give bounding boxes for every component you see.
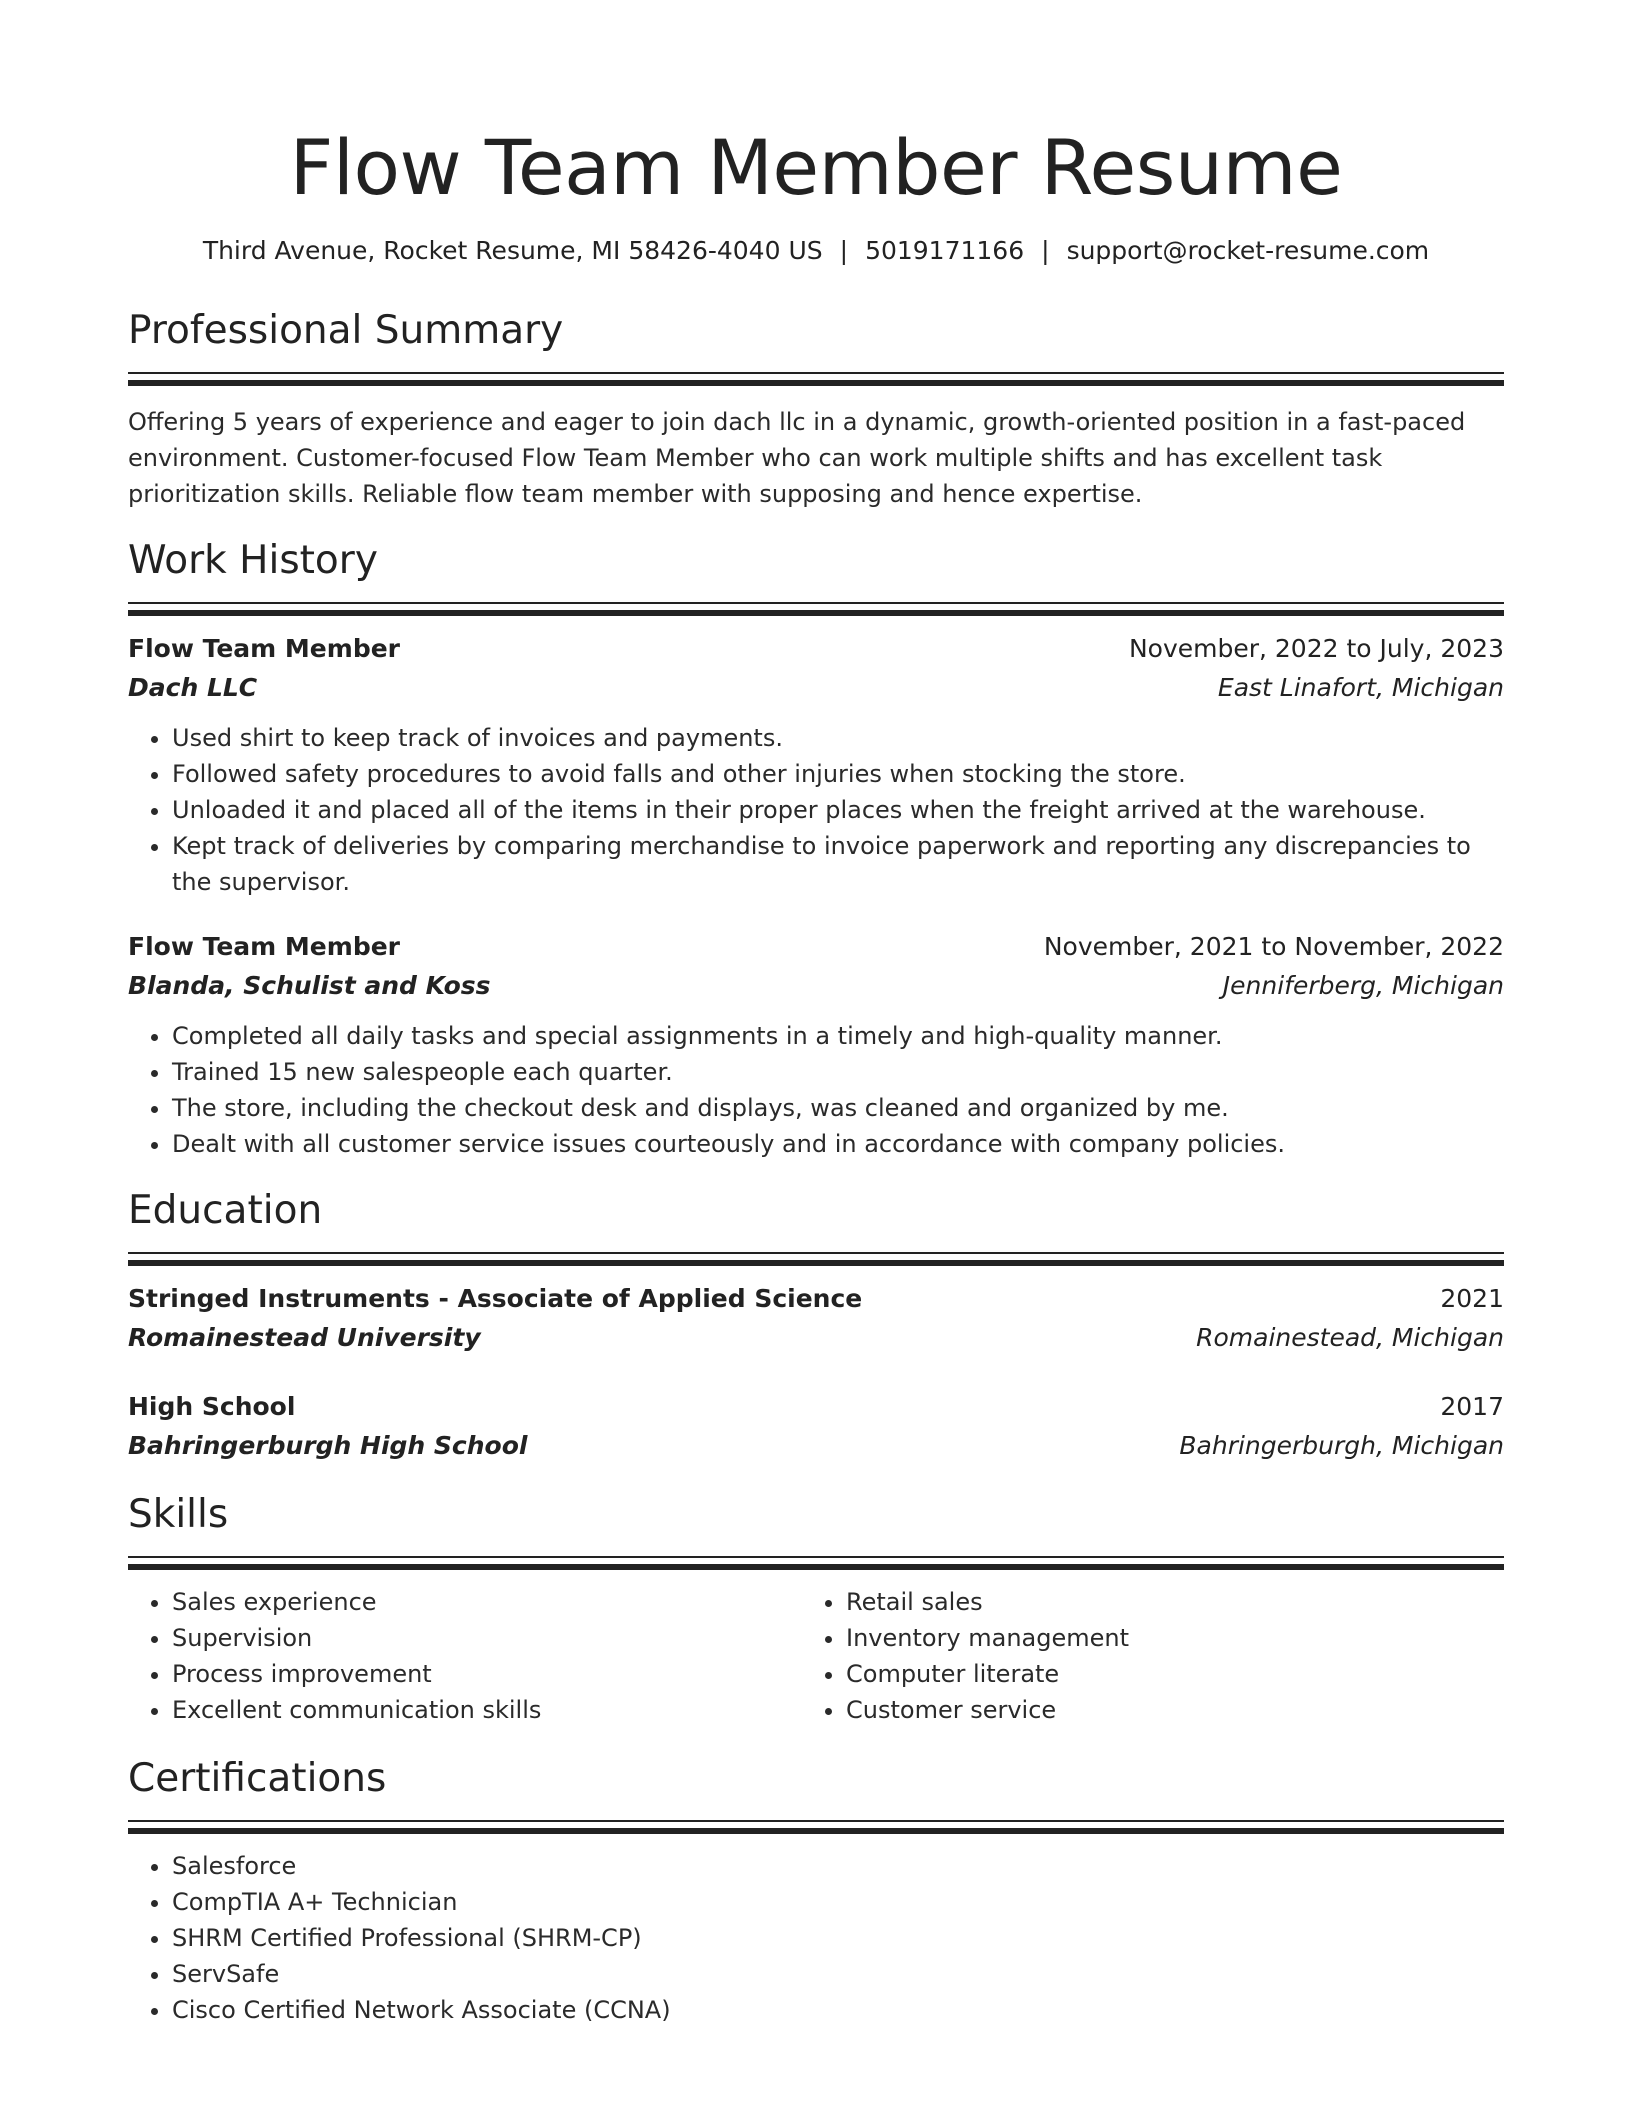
education-entry	[128, 1280, 1504, 1358]
education-school-row	[128, 1426, 1504, 1466]
contact-email: support@rocket-resume.com	[1066, 236, 1430, 265]
contact-line	[128, 234, 1504, 268]
job-duty-item: • The store, including the checkout desk and displays, was cleaned and organized by me.	[172, 1090, 1504, 1126]
contact-separator: |	[1041, 236, 1050, 265]
section-heading-summary: Professional Summary	[128, 308, 564, 353]
skill-item: • Customer service	[846, 1692, 1476, 1728]
skills-list-right	[802, 1584, 1476, 1728]
job-duty-item: • Trained 15 new salespeople each quarter.	[172, 1054, 1504, 1090]
job-duties-list	[128, 720, 1504, 900]
job-company-row	[128, 966, 1504, 1006]
job-dates: November, 2021 to November, 2022	[1043, 932, 1504, 961]
certification-item: • CompTIA A+ Technician	[172, 1884, 1504, 1920]
section-divider-thin	[128, 602, 1504, 604]
section-divider-thin	[128, 1252, 1504, 1254]
certification-item: • ServSafe	[172, 1956, 1504, 1992]
job-header-row	[128, 630, 1504, 668]
education-school: Romainestead University	[128, 1323, 481, 1352]
section-divider-thin	[128, 372, 1504, 374]
job-duty-item: • Kept track of deliveries by comparing merchandise to invoice paperwork and reporting any discrepancies to the supervisor.	[172, 828, 1504, 900]
skill-item: • Retail sales	[846, 1584, 1476, 1620]
skills-list-left	[128, 1584, 802, 1728]
certification-item: • Cisco Certified Network Associate (CCNA)	[172, 1992, 1504, 2028]
certifications-section	[128, 1752, 1504, 2028]
job-duty-item: • Dealt with all customer service issues courteously and in accordance with company policies.	[172, 1126, 1504, 1162]
summary-text: Offering 5 years of experience and eager to join dach llc in a dynamic, growth-oriented position in a fast-paced environment. Customer-focused Flow Team Member who can work multiple shifts and has excellent task prioritization skills. Reliable flow team member with supposing and hence expertise.	[128, 408, 1466, 508]
section-heading-skills: Skills	[128, 1492, 229, 1537]
job-header-row	[128, 928, 1504, 966]
education-location: Bahringerburgh, Michigan	[1179, 1431, 1504, 1460]
job-duty-item: • Followed safety procedures to avoid falls and other injuries when stocking the store.	[172, 756, 1504, 792]
education-school: Bahringerburgh High School	[128, 1431, 528, 1460]
skill-item: • Computer literate	[846, 1656, 1476, 1692]
job-company: Blanda, Schulist and Koss	[128, 971, 491, 1000]
certifications-list	[128, 1848, 1504, 2028]
job-title: Flow Team Member	[128, 932, 400, 961]
section-heading-certifications: Certifications	[128, 1756, 387, 1801]
job-location: Jenniferberg, Michigan	[1222, 971, 1504, 1000]
education-entry	[128, 1388, 1504, 1466]
job-dates: November, 2022 to July, 2023	[1128, 634, 1504, 663]
education-degree: Stringed Instruments - Associate of Applied Science	[128, 1284, 863, 1313]
job-company: Dach LLC	[128, 673, 258, 702]
skills-section	[128, 1488, 1504, 1728]
education-school-row	[128, 1318, 1504, 1358]
job-entry	[128, 630, 1504, 900]
education-year: 2017	[1440, 1392, 1504, 1421]
section-divider-thin	[128, 1820, 1504, 1822]
section-divider-thick	[128, 1828, 1504, 1834]
education-section	[128, 1184, 1504, 1466]
section-divider-thick	[128, 610, 1504, 616]
contact-address: Third Avenue, Rocket Resume, MI 58426-4040 US	[202, 236, 823, 265]
section-divider-thin	[128, 1556, 1504, 1558]
job-location: East Linafort, Michigan	[1217, 673, 1504, 702]
job-entry	[128, 928, 1504, 1162]
contact-phone: 5019171166	[865, 236, 1025, 265]
skills-grid	[128, 1584, 1504, 1728]
summary-section	[128, 304, 1504, 512]
section-divider-thick	[128, 1260, 1504, 1266]
education-header-row	[128, 1280, 1504, 1318]
job-duty-item: • Used shirt to keep track of invoices and payments.	[172, 720, 1504, 756]
job-title: Flow Team Member	[128, 634, 400, 663]
certification-item: • SHRM Certified Professional (SHRM-CP)	[172, 1920, 1504, 1956]
skill-item: • Process improvement	[172, 1656, 802, 1692]
skill-item: • Inventory management	[846, 1620, 1476, 1656]
contact-separator: |	[839, 236, 849, 265]
section-divider-thick	[128, 1564, 1504, 1570]
certification-item: • Salesforce	[172, 1848, 1504, 1884]
section-divider-thick	[128, 380, 1504, 386]
education-header-row	[128, 1388, 1504, 1426]
job-company-row	[128, 668, 1504, 708]
education-location: Romainestead, Michigan	[1196, 1323, 1504, 1352]
job-duty-item: • Completed all daily tasks and special assignments in a timely and high-quality manner.	[172, 1018, 1504, 1054]
resume-page	[128, 0, 1504, 2028]
job-duties-list	[128, 1018, 1504, 1162]
education-degree: High School	[128, 1392, 296, 1421]
job-duty-item: • Unloaded it and placed all of the items in their proper places when the freight arrived at the warehouse.	[172, 792, 1504, 828]
section-heading-work-history: Work History	[128, 538, 378, 583]
skill-item: • Sales experience	[172, 1584, 802, 1620]
education-year: 2021	[1440, 1284, 1504, 1313]
resume-title: Flow Team Member Resume	[289, 123, 1343, 212]
skill-item: • Supervision	[172, 1620, 802, 1656]
section-heading-education: Education	[128, 1188, 323, 1233]
work-history-section	[128, 534, 1504, 1162]
skill-item: • Excellent communication skills	[172, 1692, 802, 1728]
